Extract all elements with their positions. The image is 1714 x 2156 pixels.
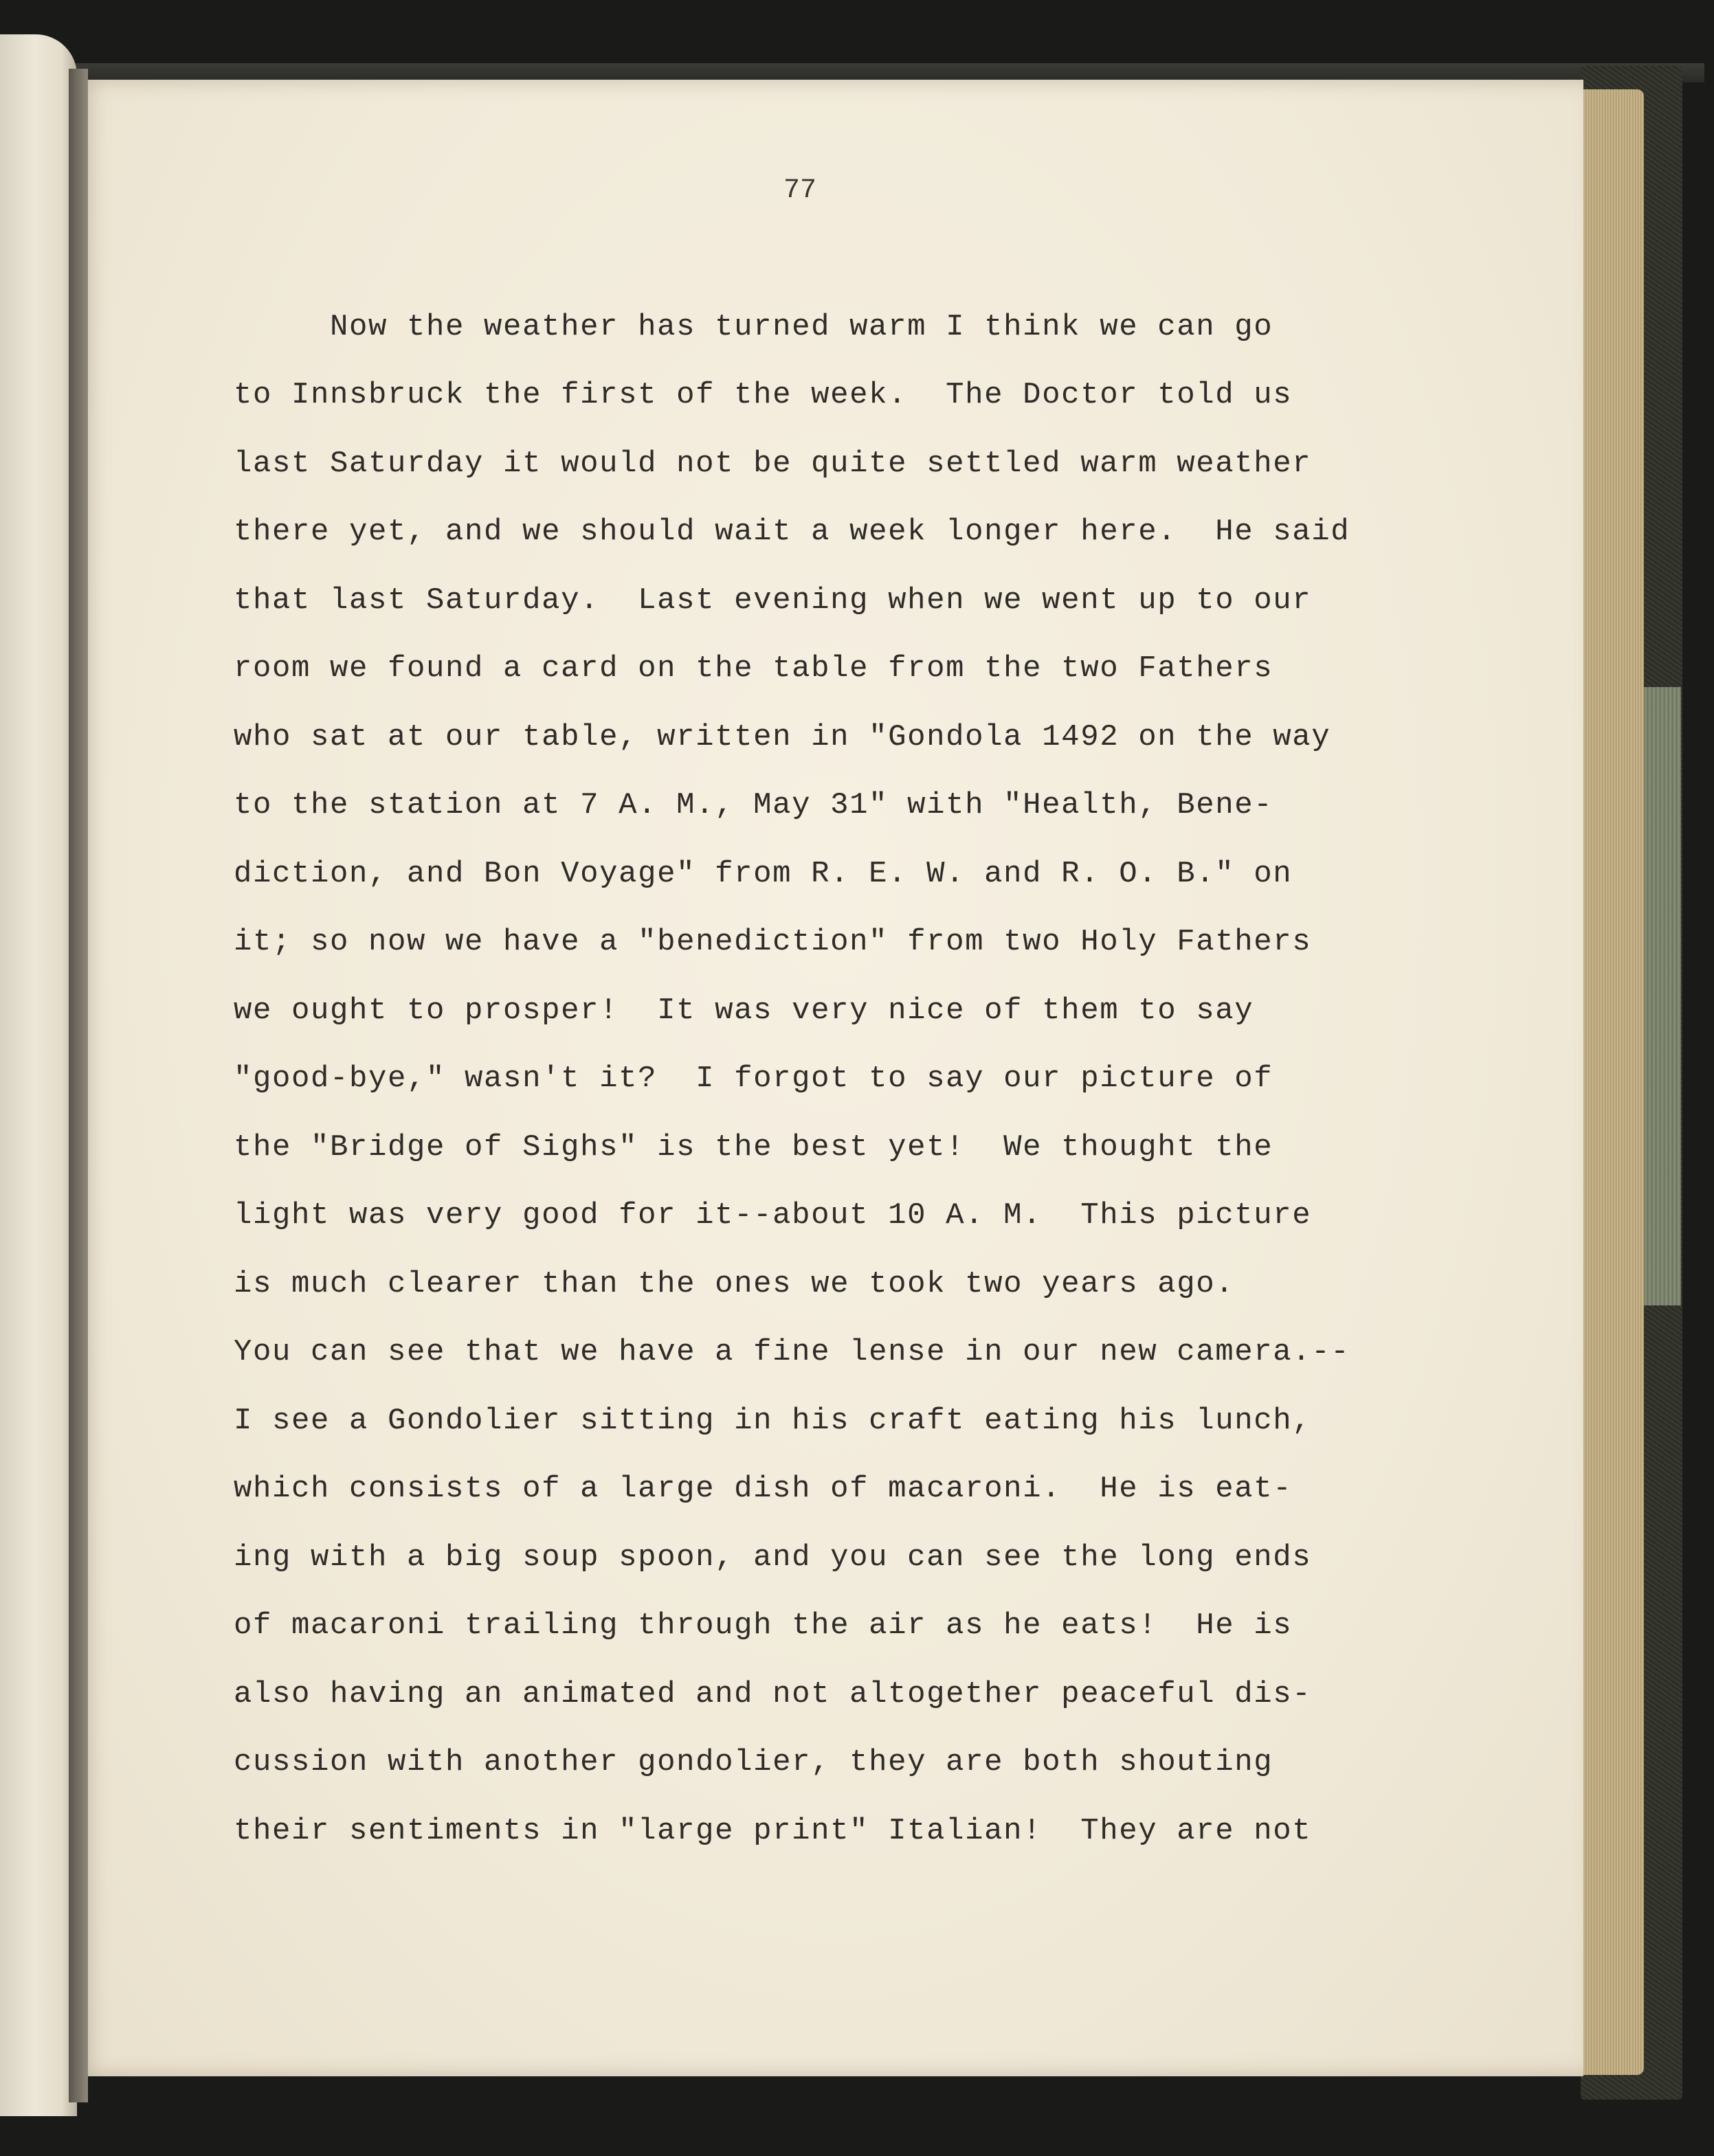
cover-cloth-texture xyxy=(1644,687,1681,1305)
text-line: the "Bridge of Sighs" is the best yet! We thought the xyxy=(234,1130,1273,1165)
text-line: Now the weather has turned warm I think we can go xyxy=(234,310,1273,344)
text-line: last Saturday it would not be quite settled warm weather xyxy=(234,447,1312,481)
text-line: it; so now we have a "benediction" from two Holy Fathers xyxy=(234,925,1312,959)
text-line: of macaroni trailing through the air as he eats! He is xyxy=(234,1608,1293,1643)
text-line: room we found a card on the table from the two Fathers xyxy=(234,651,1273,686)
text-line: cussion with another gondolier, they are both shouting xyxy=(234,1745,1273,1779)
text-line: there yet, and we should wait a week longer here. He said xyxy=(234,515,1350,549)
page-edges xyxy=(1578,89,1644,2075)
text-line: which consists of a large dish of macaroni. He is eat- xyxy=(234,1472,1293,1506)
text-line: to Innsbruck the first of the week. The Doctor told us xyxy=(234,378,1293,412)
text-line: to the station at 7 A. M., May 31" with "Health, Bene- xyxy=(234,788,1273,822)
text-line: their sentiments in "large print" Italian! They are not xyxy=(234,1814,1312,1848)
text-line: we ought to prosper! It was very nice of them to say xyxy=(234,993,1254,1028)
text-line: "good-bye," wasn't it? I forgot to say our picture of xyxy=(234,1062,1273,1096)
text-line: I see a Gondolier sitting in his craft eating his lunch, xyxy=(234,1404,1312,1438)
text-line: diction, and Bon Voyage" from R. E. W. and R. O. B." on xyxy=(234,857,1293,891)
text-line: is much clearer than the ones we took two years ago. xyxy=(234,1267,1235,1301)
page-number: 77 xyxy=(783,175,817,206)
text-line: that last Saturday. Last evening when we went up to our xyxy=(234,583,1312,618)
text-line: also having an animated and not altogether peaceful dis- xyxy=(234,1677,1312,1711)
spine-gutter xyxy=(69,69,88,2102)
text-line: You can see that we have a fine lense in our new camera.-- xyxy=(234,1335,1350,1369)
text-line: ing with a big soup spoon, and you can see the long ends xyxy=(234,1540,1312,1575)
left-page-curl xyxy=(0,34,77,2116)
book-page xyxy=(77,80,1583,2076)
text-line: who sat at our table, written in "Gondola 1492 on the way xyxy=(234,720,1331,754)
text-line: light was very good for it--about 10 A. M. This picture xyxy=(234,1198,1312,1233)
